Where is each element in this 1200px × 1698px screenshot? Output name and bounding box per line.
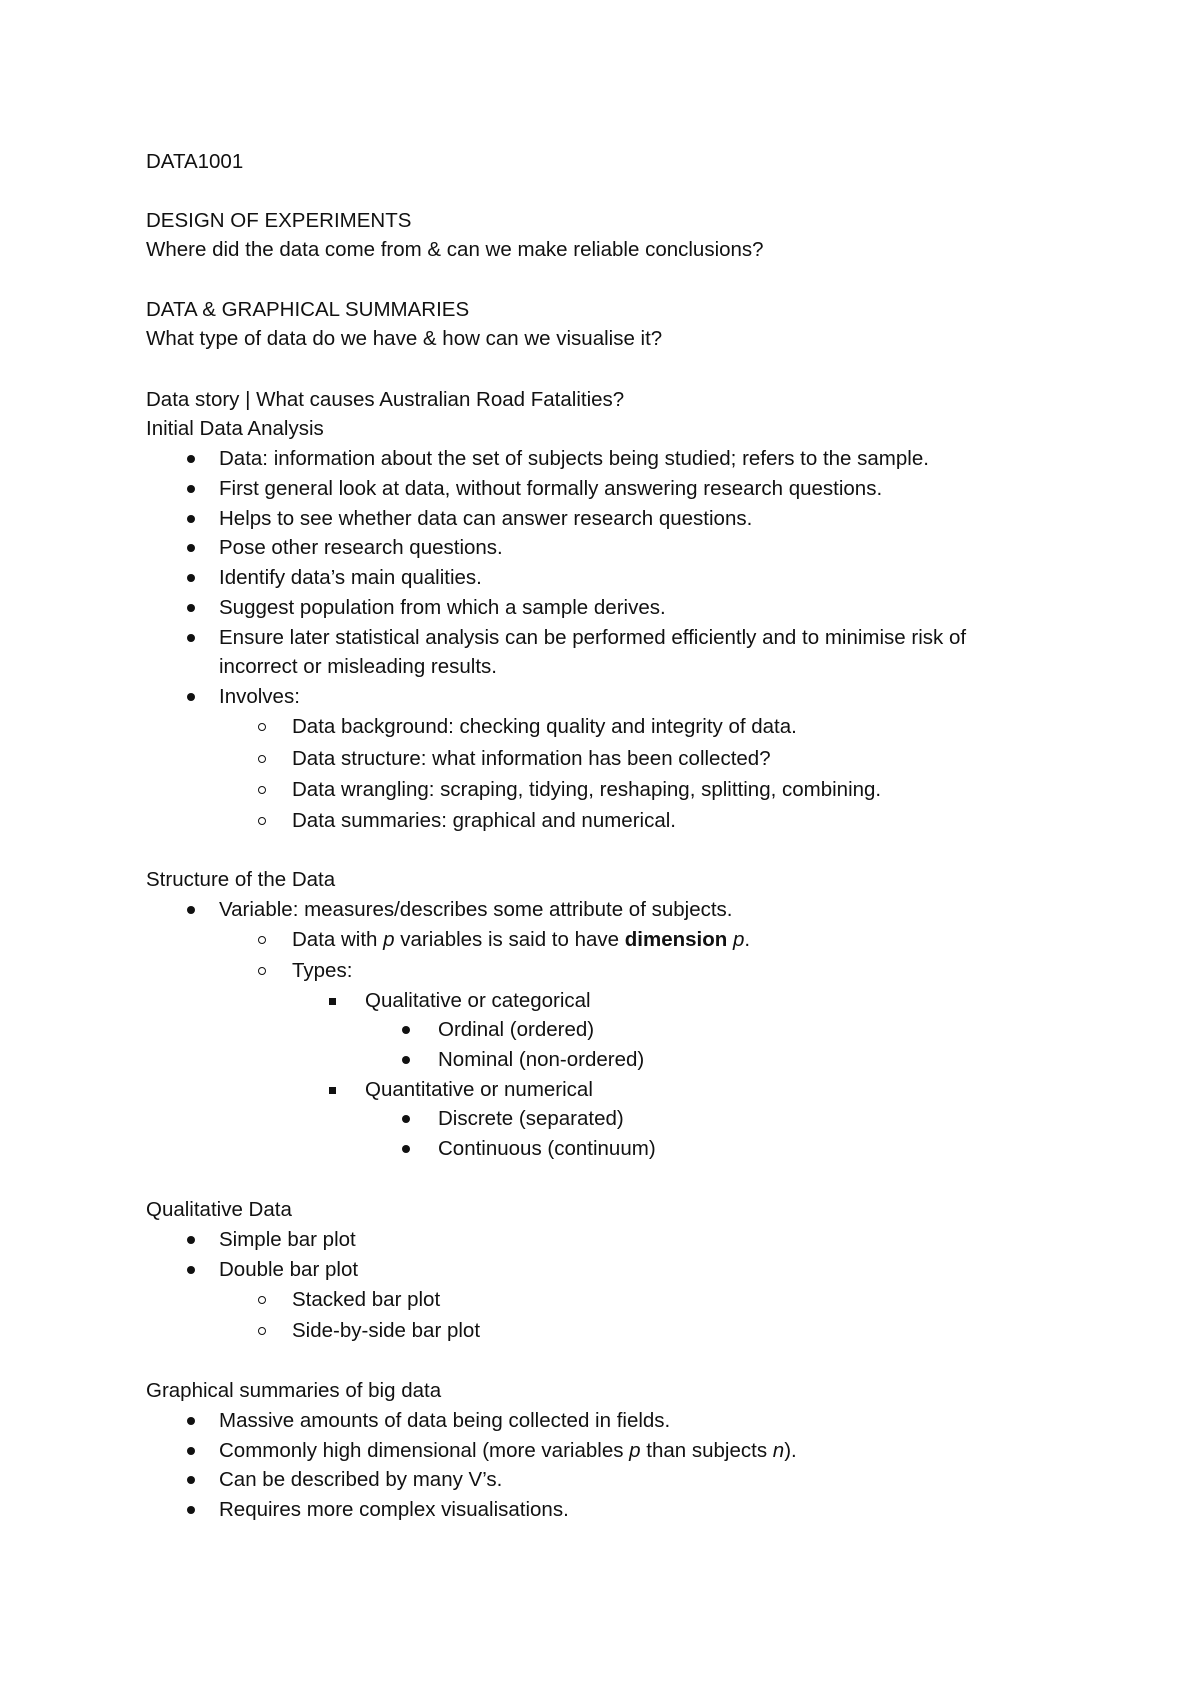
- qualitative-heading: Qualitative Data: [146, 1198, 292, 1221]
- list-item: Double bar plot: [219, 1258, 359, 1281]
- list-item: Nominal (non-ordered): [438, 1048, 645, 1071]
- list-item: Involves:: [219, 685, 300, 708]
- course-code: DATA1001: [146, 150, 244, 173]
- n-symbol: n: [772, 1439, 785, 1462]
- list-item: Suggest population from which a sample derives.: [219, 596, 666, 619]
- circle-bullet-icon: [258, 1327, 266, 1335]
- data-story-title: Data story | What causes Australian Road Fatalities?: [146, 388, 625, 411]
- list-item-dimension: [292, 925, 750, 955]
- list-item: Ensure later statistical analysis can be performed efficiently and to minimise risk of: [219, 626, 967, 649]
- list-item: Stacked bar plot: [292, 1288, 441, 1311]
- list-item: Data structure: what information has been collected?: [292, 747, 771, 770]
- bullet-icon: [187, 1236, 195, 1244]
- bullet-icon: [187, 544, 195, 552]
- bullet-icon: [187, 634, 195, 642]
- bullet-icon: [402, 1056, 410, 1064]
- p-symbol: p: [383, 928, 395, 951]
- list-item-dimensional: [219, 1436, 797, 1466]
- p-symbol: p: [732, 928, 745, 951]
- bullet-icon: [187, 485, 195, 493]
- structure-heading: Structure of the Data: [146, 868, 336, 891]
- circle-bullet-icon: [258, 755, 266, 763]
- text: Data with: [292, 928, 384, 951]
- design-question: Where did the data come from & can we make reliable conclusions?: [146, 238, 764, 261]
- list-item-continuation: incorrect or misleading results.: [219, 655, 497, 678]
- text: .: [744, 928, 751, 951]
- text: variables is said to have: [394, 928, 625, 951]
- circle-bullet-icon: [258, 967, 266, 975]
- list-item: Variable: measures/describes some attribute of subjects.: [219, 898, 733, 921]
- list-item: Continuous (continuum): [438, 1137, 656, 1160]
- list-item: Data wrangling: scraping, tidying, reshaping, splitting, combining.: [292, 778, 882, 801]
- graphical-question: What type of data do we have & how can we visualise it?: [146, 327, 663, 350]
- bullet-icon: [402, 1145, 410, 1153]
- circle-bullet-icon: [258, 786, 266, 794]
- bullet-icon: [187, 693, 195, 701]
- list-item: Discrete (separated): [438, 1107, 624, 1130]
- text: Commonly high dimensional (more variables: [219, 1439, 630, 1462]
- list-item: Data: information about the set of subjects being studied; refers to the sample.: [219, 447, 929, 470]
- bullet-icon: [187, 1447, 195, 1455]
- p-symbol: p: [629, 1439, 641, 1462]
- list-item: Data background: checking quality and integrity of data.: [292, 715, 797, 738]
- bullet-icon: [187, 1476, 195, 1484]
- bullet-icon: [187, 1417, 195, 1425]
- list-item: Simple bar plot: [219, 1228, 356, 1251]
- circle-bullet-icon: [258, 817, 266, 825]
- list-item: Requires more complex visualisations.: [219, 1498, 569, 1521]
- bullet-icon: [187, 1266, 195, 1274]
- bullet-icon: [187, 604, 195, 612]
- circle-bullet-icon: [258, 936, 266, 944]
- bullet-icon: [187, 906, 195, 914]
- text: than subjects: [640, 1439, 773, 1462]
- list-item: First general look at data, without formally answering research questions.: [219, 477, 883, 500]
- bold-term: dimension: [624, 928, 728, 951]
- circle-bullet-icon: [258, 723, 266, 731]
- list-item: Helps to see whether data can answer research questions.: [219, 507, 753, 530]
- list-item: Can be described by many V’s.: [219, 1468, 503, 1491]
- list-item: Types:: [292, 959, 353, 982]
- ida-subheading: Initial Data Analysis: [146, 417, 324, 440]
- big-data-heading: Graphical summaries of big data: [146, 1379, 442, 1402]
- bullet-icon: [187, 455, 195, 463]
- list-item: Identify data’s main qualities.: [219, 566, 482, 589]
- list-item: Quantitative or numerical: [365, 1078, 593, 1101]
- bullet-icon: [187, 515, 195, 523]
- list-item: Massive amounts of data being collected in fields.: [219, 1409, 671, 1432]
- list-item: Side-by-side bar plot: [292, 1319, 481, 1342]
- bullet-icon: [402, 1115, 410, 1123]
- square-bullet-icon: [329, 1087, 336, 1094]
- bullet-icon: [402, 1026, 410, 1034]
- list-item: Ordinal (ordered): [438, 1018, 595, 1041]
- list-item: Qualitative or categorical: [365, 989, 591, 1012]
- design-heading: DESIGN OF EXPERIMENTS: [146, 209, 412, 232]
- list-item: Pose other research questions.: [219, 536, 503, 559]
- circle-bullet-icon: [258, 1296, 266, 1304]
- bullet-icon: [187, 574, 195, 582]
- square-bullet-icon: [329, 998, 336, 1005]
- bullet-icon: [187, 1506, 195, 1514]
- list-item: Data summaries: graphical and numerical.: [292, 809, 676, 832]
- graphical-heading: DATA & GRAPHICAL SUMMARIES: [146, 298, 470, 321]
- text: ).: [784, 1439, 797, 1462]
